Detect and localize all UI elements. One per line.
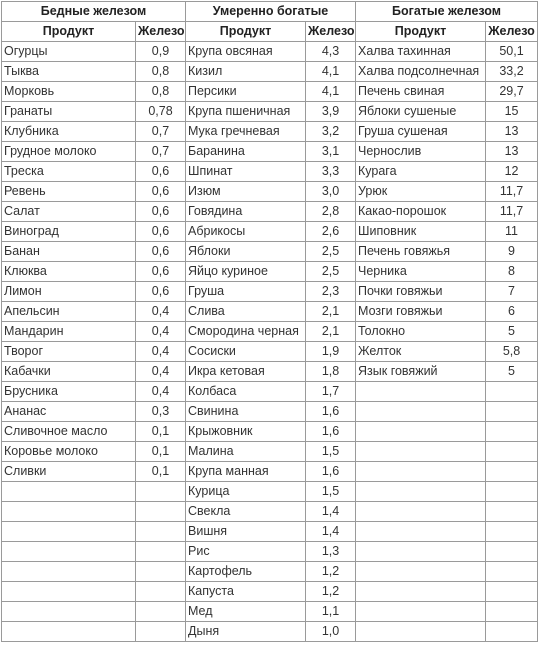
iron-value-cell: 9 <box>486 242 538 262</box>
iron-value-cell: 0,6 <box>136 182 186 202</box>
product-name-cell: Чернослив <box>356 142 486 162</box>
product-name-cell: Персики <box>186 82 306 102</box>
iron-value-cell <box>486 502 538 522</box>
table-row <box>2 162 538 182</box>
iron-value-cell: 0,4 <box>136 362 186 382</box>
iron-value-cell <box>136 582 186 602</box>
iron-value-cell <box>486 562 538 582</box>
table-row <box>2 462 538 482</box>
col-header-iron: Железо <box>486 22 538 42</box>
table-row <box>2 222 538 242</box>
product-name-cell: Мука гречневая <box>186 122 306 142</box>
product-name-cell: Дыня <box>186 622 306 642</box>
iron-value-cell: 0,6 <box>136 262 186 282</box>
product-name-cell: Сливки <box>2 462 136 482</box>
product-name-cell: Мед <box>186 602 306 622</box>
iron-value-cell: 0,4 <box>136 342 186 362</box>
product-name-cell: Колбаса <box>186 382 306 402</box>
product-name-cell <box>356 482 486 502</box>
iron-value-cell: 0,78 <box>136 102 186 122</box>
iron-value-cell: 1,5 <box>306 442 356 462</box>
iron-value-cell: 1,8 <box>306 362 356 382</box>
product-name-cell <box>356 522 486 542</box>
iron-value-cell <box>486 402 538 422</box>
table-row <box>2 102 538 122</box>
product-name-cell: Ревень <box>2 182 136 202</box>
iron-value-cell <box>486 622 538 642</box>
iron-value-cell: 50,1 <box>486 42 538 62</box>
product-name-cell <box>2 542 136 562</box>
product-name-cell: Свинина <box>186 402 306 422</box>
iron-value-cell: 3,1 <box>306 142 356 162</box>
iron-value-cell: 1,4 <box>306 502 356 522</box>
product-name-cell: Картофель <box>186 562 306 582</box>
product-name-cell: Слива <box>186 302 306 322</box>
product-name-cell: Халва тахинная <box>356 42 486 62</box>
product-name-cell <box>2 482 136 502</box>
product-name-cell: Сливочное масло <box>2 422 136 442</box>
table-row <box>2 262 538 282</box>
group-title-poor: Бедные железом <box>2 2 186 22</box>
product-name-cell: Изюм <box>186 182 306 202</box>
product-name-cell: Ананас <box>2 402 136 422</box>
product-name-cell: Язык говяжий <box>356 362 486 382</box>
product-name-cell: Яблоки сушеные <box>356 102 486 122</box>
table-row <box>2 122 538 142</box>
iron-content-table <box>1 1 538 642</box>
group-title-row <box>2 2 538 22</box>
iron-value-cell <box>486 442 538 462</box>
product-name-cell <box>2 522 136 542</box>
product-name-cell <box>2 562 136 582</box>
iron-value-cell <box>486 462 538 482</box>
iron-value-cell <box>136 622 186 642</box>
product-name-cell: Крупа манная <box>186 462 306 482</box>
iron-value-cell: 4,1 <box>306 82 356 102</box>
table-row <box>2 422 538 442</box>
product-name-cell: Смородина черная <box>186 322 306 342</box>
iron-value-cell: 0,4 <box>136 382 186 402</box>
iron-value-cell: 1,6 <box>306 462 356 482</box>
product-name-cell: Крупа пшеничная <box>186 102 306 122</box>
product-name-cell: Крупа овсяная <box>186 42 306 62</box>
product-name-cell: Крыжовник <box>186 422 306 442</box>
product-name-cell: Салат <box>2 202 136 222</box>
iron-value-cell <box>486 422 538 442</box>
iron-value-cell: 0,8 <box>136 62 186 82</box>
table-row <box>2 482 538 502</box>
table-row <box>2 202 538 222</box>
product-name-cell: Говядина <box>186 202 306 222</box>
table-row <box>2 182 538 202</box>
product-name-cell: Грудное молоко <box>2 142 136 162</box>
product-name-cell: Печень говяжья <box>356 242 486 262</box>
product-name-cell: Клюква <box>2 262 136 282</box>
product-name-cell: Черника <box>356 262 486 282</box>
iron-value-cell: 1,0 <box>306 622 356 642</box>
table-row <box>2 362 538 382</box>
product-name-cell <box>356 422 486 442</box>
col-header-product: Продукт <box>186 22 306 42</box>
iron-value-cell <box>486 542 538 562</box>
iron-value-cell: 0,6 <box>136 202 186 222</box>
iron-value-cell: 5 <box>486 322 538 342</box>
table-row <box>2 522 538 542</box>
iron-value-cell: 8 <box>486 262 538 282</box>
table-row <box>2 382 538 402</box>
table-row <box>2 562 538 582</box>
iron-value-cell: 2,1 <box>306 322 356 342</box>
iron-value-cell: 4,3 <box>306 42 356 62</box>
iron-value-cell: 2,1 <box>306 302 356 322</box>
iron-value-cell <box>486 522 538 542</box>
table-row <box>2 442 538 462</box>
product-name-cell <box>356 562 486 582</box>
table-row <box>2 282 538 302</box>
product-name-cell: Печень свиная <box>356 82 486 102</box>
iron-value-cell: 0,3 <box>136 402 186 422</box>
product-name-cell: Рис <box>186 542 306 562</box>
product-name-cell: Кабачки <box>2 362 136 382</box>
product-name-cell <box>356 622 486 642</box>
table-row <box>2 42 538 62</box>
table-body <box>2 42 538 642</box>
product-name-cell <box>356 542 486 562</box>
iron-value-cell: 0,8 <box>136 82 186 102</box>
group-title-moderate: Умеренно богатые <box>186 2 356 22</box>
iron-value-cell: 0,7 <box>136 122 186 142</box>
product-name-cell: Груша сушеная <box>356 122 486 142</box>
iron-value-cell <box>136 502 186 522</box>
product-name-cell: Коровье молоко <box>2 442 136 462</box>
product-name-cell: Шпинат <box>186 162 306 182</box>
product-name-cell: Тыква <box>2 62 136 82</box>
iron-value-cell: 7 <box>486 282 538 302</box>
iron-value-cell: 0,1 <box>136 442 186 462</box>
product-name-cell: Почки говяжьи <box>356 282 486 302</box>
iron-value-cell: 3,3 <box>306 162 356 182</box>
col-header-product: Продукт <box>356 22 486 42</box>
product-name-cell: Творог <box>2 342 136 362</box>
product-name-cell: Лимон <box>2 282 136 302</box>
product-name-cell: Капуста <box>186 582 306 602</box>
product-name-cell: Толокно <box>356 322 486 342</box>
product-name-cell: Банан <box>2 242 136 262</box>
iron-value-cell: 13 <box>486 142 538 162</box>
product-name-cell <box>356 462 486 482</box>
iron-value-cell: 15 <box>486 102 538 122</box>
product-name-cell: Кизил <box>186 62 306 82</box>
table-row <box>2 402 538 422</box>
iron-value-cell: 11,7 <box>486 182 538 202</box>
product-name-cell: Виноград <box>2 222 136 242</box>
product-name-cell <box>356 582 486 602</box>
iron-value-cell: 0,1 <box>136 422 186 442</box>
iron-value-cell: 2,6 <box>306 222 356 242</box>
iron-value-cell <box>486 482 538 502</box>
iron-value-cell: 4,1 <box>306 62 356 82</box>
product-name-cell <box>2 502 136 522</box>
iron-value-cell: 13 <box>486 122 538 142</box>
iron-value-cell: 0,1 <box>136 462 186 482</box>
col-header-iron: Железо <box>136 22 186 42</box>
product-name-cell: Свекла <box>186 502 306 522</box>
product-name-cell: Абрикосы <box>186 222 306 242</box>
iron-value-cell: 1,2 <box>306 582 356 602</box>
product-name-cell: Вишня <box>186 522 306 542</box>
product-name-cell: Баранина <box>186 142 306 162</box>
table-row <box>2 82 538 102</box>
product-name-cell: Груша <box>186 282 306 302</box>
iron-value-cell: 1,4 <box>306 522 356 542</box>
iron-value-cell: 1,1 <box>306 602 356 622</box>
col-header-product: Продукт <box>2 22 136 42</box>
table-row <box>2 582 538 602</box>
iron-value-cell: 3,0 <box>306 182 356 202</box>
iron-value-cell: 1,6 <box>306 402 356 422</box>
product-name-cell: Огурцы <box>2 42 136 62</box>
product-name-cell: Брусника <box>2 382 136 402</box>
table-row <box>2 602 538 622</box>
table-row <box>2 142 538 162</box>
iron-value-cell <box>136 542 186 562</box>
iron-value-cell: 5,8 <box>486 342 538 362</box>
iron-value-cell: 2,5 <box>306 242 356 262</box>
product-name-cell: Гранаты <box>2 102 136 122</box>
iron-value-cell <box>136 562 186 582</box>
table-row <box>2 542 538 562</box>
iron-value-cell: 2,3 <box>306 282 356 302</box>
iron-value-cell: 0,6 <box>136 242 186 262</box>
product-name-cell <box>356 602 486 622</box>
iron-value-cell: 0,6 <box>136 162 186 182</box>
iron-value-cell: 0,9 <box>136 42 186 62</box>
product-name-cell: Клубника <box>2 122 136 142</box>
iron-value-cell <box>486 602 538 622</box>
iron-value-cell: 3,9 <box>306 102 356 122</box>
iron-value-cell <box>486 382 538 402</box>
iron-value-cell: 1,2 <box>306 562 356 582</box>
group-title-rich: Богатые железом <box>356 2 538 22</box>
product-name-cell: Шиповник <box>356 222 486 242</box>
product-name-cell: Треска <box>2 162 136 182</box>
iron-value-cell: 1,7 <box>306 382 356 402</box>
table-row <box>2 302 538 322</box>
product-name-cell: Урюк <box>356 182 486 202</box>
product-name-cell: Яйцо куриное <box>186 262 306 282</box>
iron-value-cell: 0,4 <box>136 302 186 322</box>
product-name-cell: Апельсин <box>2 302 136 322</box>
product-name-cell <box>356 442 486 462</box>
product-name-cell: Халва подсолнечная <box>356 62 486 82</box>
product-name-cell: Морковь <box>2 82 136 102</box>
iron-value-cell: 3,2 <box>306 122 356 142</box>
product-name-cell: Малина <box>186 442 306 462</box>
table-row <box>2 322 538 342</box>
product-name-cell: Яблоки <box>186 242 306 262</box>
iron-value-cell: 11 <box>486 222 538 242</box>
table-row <box>2 242 538 262</box>
product-name-cell: Какао-порошок <box>356 202 486 222</box>
iron-value-cell <box>136 522 186 542</box>
product-name-cell <box>356 402 486 422</box>
iron-value-cell: 29,7 <box>486 82 538 102</box>
iron-value-cell: 2,8 <box>306 202 356 222</box>
table-row <box>2 502 538 522</box>
product-name-cell: Желток <box>356 342 486 362</box>
iron-value-cell: 0,7 <box>136 142 186 162</box>
iron-value-cell <box>136 482 186 502</box>
column-header-row <box>2 22 538 42</box>
product-name-cell <box>2 582 136 602</box>
iron-value-cell: 12 <box>486 162 538 182</box>
iron-value-cell: 5 <box>486 362 538 382</box>
iron-value-cell: 6 <box>486 302 538 322</box>
product-name-cell: Мандарин <box>2 322 136 342</box>
table-row <box>2 342 538 362</box>
product-name-cell: Курица <box>186 482 306 502</box>
iron-value-cell: 0,6 <box>136 222 186 242</box>
iron-value-cell <box>486 582 538 602</box>
iron-value-cell: 0,4 <box>136 322 186 342</box>
iron-value-cell: 33,2 <box>486 62 538 82</box>
iron-value-cell: 1,5 <box>306 482 356 502</box>
col-header-iron: Железо <box>306 22 356 42</box>
product-name-cell <box>2 622 136 642</box>
table-row <box>2 62 538 82</box>
iron-value-cell: 1,6 <box>306 422 356 442</box>
product-name-cell: Сосиски <box>186 342 306 362</box>
product-name-cell <box>356 382 486 402</box>
iron-value-cell: 2,5 <box>306 262 356 282</box>
iron-value-cell <box>136 602 186 622</box>
iron-value-cell: 1,3 <box>306 542 356 562</box>
iron-value-cell: 11,7 <box>486 202 538 222</box>
product-name-cell <box>356 502 486 522</box>
product-name-cell: Курага <box>356 162 486 182</box>
product-name-cell <box>2 602 136 622</box>
iron-value-cell: 0,6 <box>136 282 186 302</box>
iron-value-cell: 1,9 <box>306 342 356 362</box>
product-name-cell: Мозги говяжьи <box>356 302 486 322</box>
product-name-cell: Икра кетовая <box>186 362 306 382</box>
table-row <box>2 622 538 642</box>
